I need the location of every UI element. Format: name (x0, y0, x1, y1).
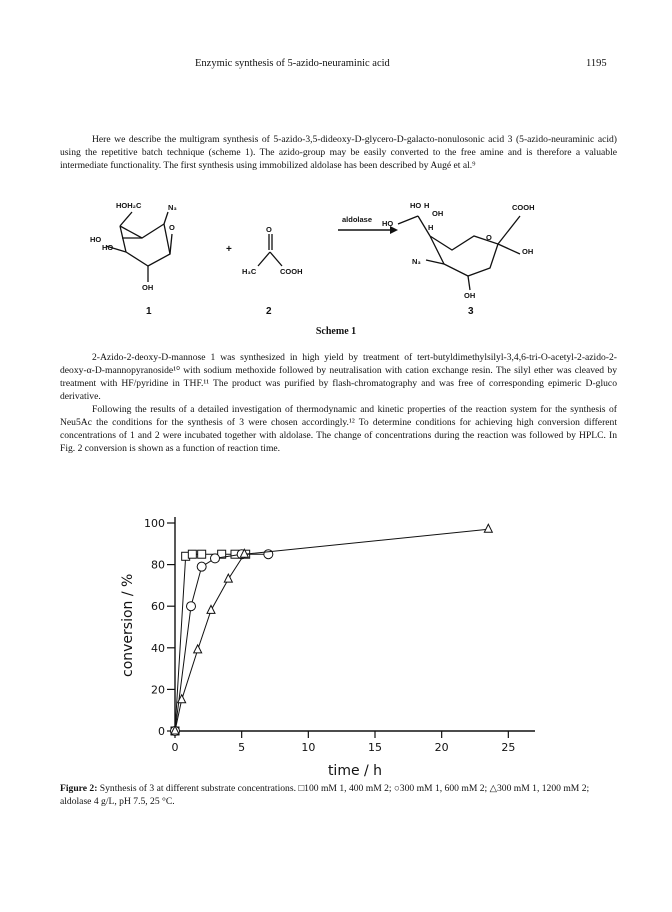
atom-label: COOH (280, 267, 303, 276)
series-line-triangle (175, 529, 488, 731)
x-tick-label: 20 (434, 741, 449, 754)
x-tick-label: 15 (368, 741, 382, 754)
plus-sign: + (226, 244, 232, 255)
results-paragraph (60, 351, 617, 455)
x-axis-label: time / h (327, 763, 383, 779)
conditions-text: Following the results of a detailed investigation of thermodynamic and kinetic properties of the reaction system for the synthesis of Neu5Ac the conditions for the synthesis of 3 were chosen accordingly.¹² To determine conditions for achieving high conversion different concentrations of 1 and 2 were incubated together with aldolase. The change of concentrations during the reaction was followed by HPLC. In Fig. 2 conversion is shown as a function of reaction time. (60, 404, 617, 454)
x-tick-label: 5 (238, 741, 246, 754)
conversion-chart (100, 503, 560, 783)
atom-label: HO (102, 243, 114, 252)
x-tick-label: 25 (501, 741, 516, 754)
atom-label: N₃ (412, 257, 421, 266)
x-tick-label: 10 (301, 741, 316, 754)
y-tick-label: 40 (151, 641, 165, 655)
reaction-scheme (80, 194, 600, 318)
page-number: 1195 (586, 58, 607, 69)
data-point-triangle (194, 645, 202, 653)
compound-number: 3 (468, 306, 474, 317)
atom-label: O (266, 225, 272, 234)
scheme-label: Scheme 1 (315, 326, 357, 337)
caption-text: Synthesis of 3 at different substrate concentrations. □100 mM 1, 400 mM 2; ○300 mM 1, 600 mM 2; △300 mM 1, 1200 mM 2; aldolase 4 g/L, pH 7.5, 25 °C. (60, 783, 590, 807)
atom-label: OH (142, 283, 154, 292)
data-point-triangle (484, 524, 492, 532)
atom-label: HO (410, 201, 422, 210)
y-tick-label: 100 (144, 517, 165, 530)
atom-label: H₃C (242, 267, 257, 276)
compound-number: 1 (146, 306, 152, 317)
data-point-square (188, 550, 196, 558)
atom-label: O (169, 223, 175, 232)
chart-axes (175, 517, 535, 731)
atom-label: OH (464, 291, 476, 300)
arrow-label: aldolase (342, 215, 373, 224)
atom-label: OH (522, 247, 534, 256)
data-point-triangle (207, 605, 215, 613)
chart-series (171, 524, 493, 735)
series-line-square (175, 554, 246, 731)
atom-label: HO (90, 235, 102, 244)
intro-paragraph-text: Here we describe the multigram synthesis of 5-azido-3,5-dideoxy-D-glycero-D-galacto-nonulosonic acid 3 (5-azido-neuraminic acid) using the repetitive batch technique (scheme 1). The azido-group may be easily converted to the free amine and is therefore a valuable intermediate functionality. The first synthesis using immobilized aldolase has been described by Augé et al.⁹ (60, 134, 617, 171)
caption-label: Figure 2: (60, 783, 98, 794)
atom-label: O (486, 233, 492, 242)
y-tick-label: 80 (151, 558, 165, 572)
y-axis-label: conversion / % (120, 573, 136, 677)
running-header-title: Enzymic synthesis of 5-azido-neuraminic acid (195, 58, 390, 69)
data-point-circle (211, 554, 220, 563)
atom-label: H (424, 201, 430, 210)
reaction-scheme-drawing (80, 194, 600, 318)
atom-label: HO (382, 219, 394, 228)
atom-label: HOH₂C (116, 201, 142, 210)
x-tick-label: 0 (171, 741, 179, 754)
data-point-square (198, 550, 206, 558)
atom-label: OH (432, 209, 444, 218)
conversion-chart-plot (100, 503, 560, 783)
figure-caption (60, 782, 620, 808)
compound-number: 2 (266, 306, 272, 317)
data-point-circle (187, 602, 196, 611)
y-tick-label: 20 (151, 683, 165, 697)
atom-label: N₃ (168, 203, 177, 212)
y-tick-label: 0 (158, 725, 165, 738)
atom-label: COOH (512, 203, 535, 212)
y-tick-label: 60 (151, 600, 165, 614)
data-point-circle (197, 562, 206, 571)
intro-paragraph (60, 133, 617, 172)
series-line-circle (175, 554, 268, 731)
synthesis-text: 2-Azido-2-deoxy-D-mannose 1 was synthesized in high yield by treatment of tert-butyldimethylsilyl-3,4,6-tri-O-acetyl-2-azido-2-deoxy-α-D-mannopyranoside¹⁰ with sodium methoxide followed by neutralisation with cation exchange resin. The silyl ether was cleaved by treatment with HF/pyridine in THF.¹¹ The product was purified by flash-chromatography and was free of corresponding epimeric D-gluco derivative. (60, 352, 617, 402)
atom-label: H (428, 223, 434, 232)
